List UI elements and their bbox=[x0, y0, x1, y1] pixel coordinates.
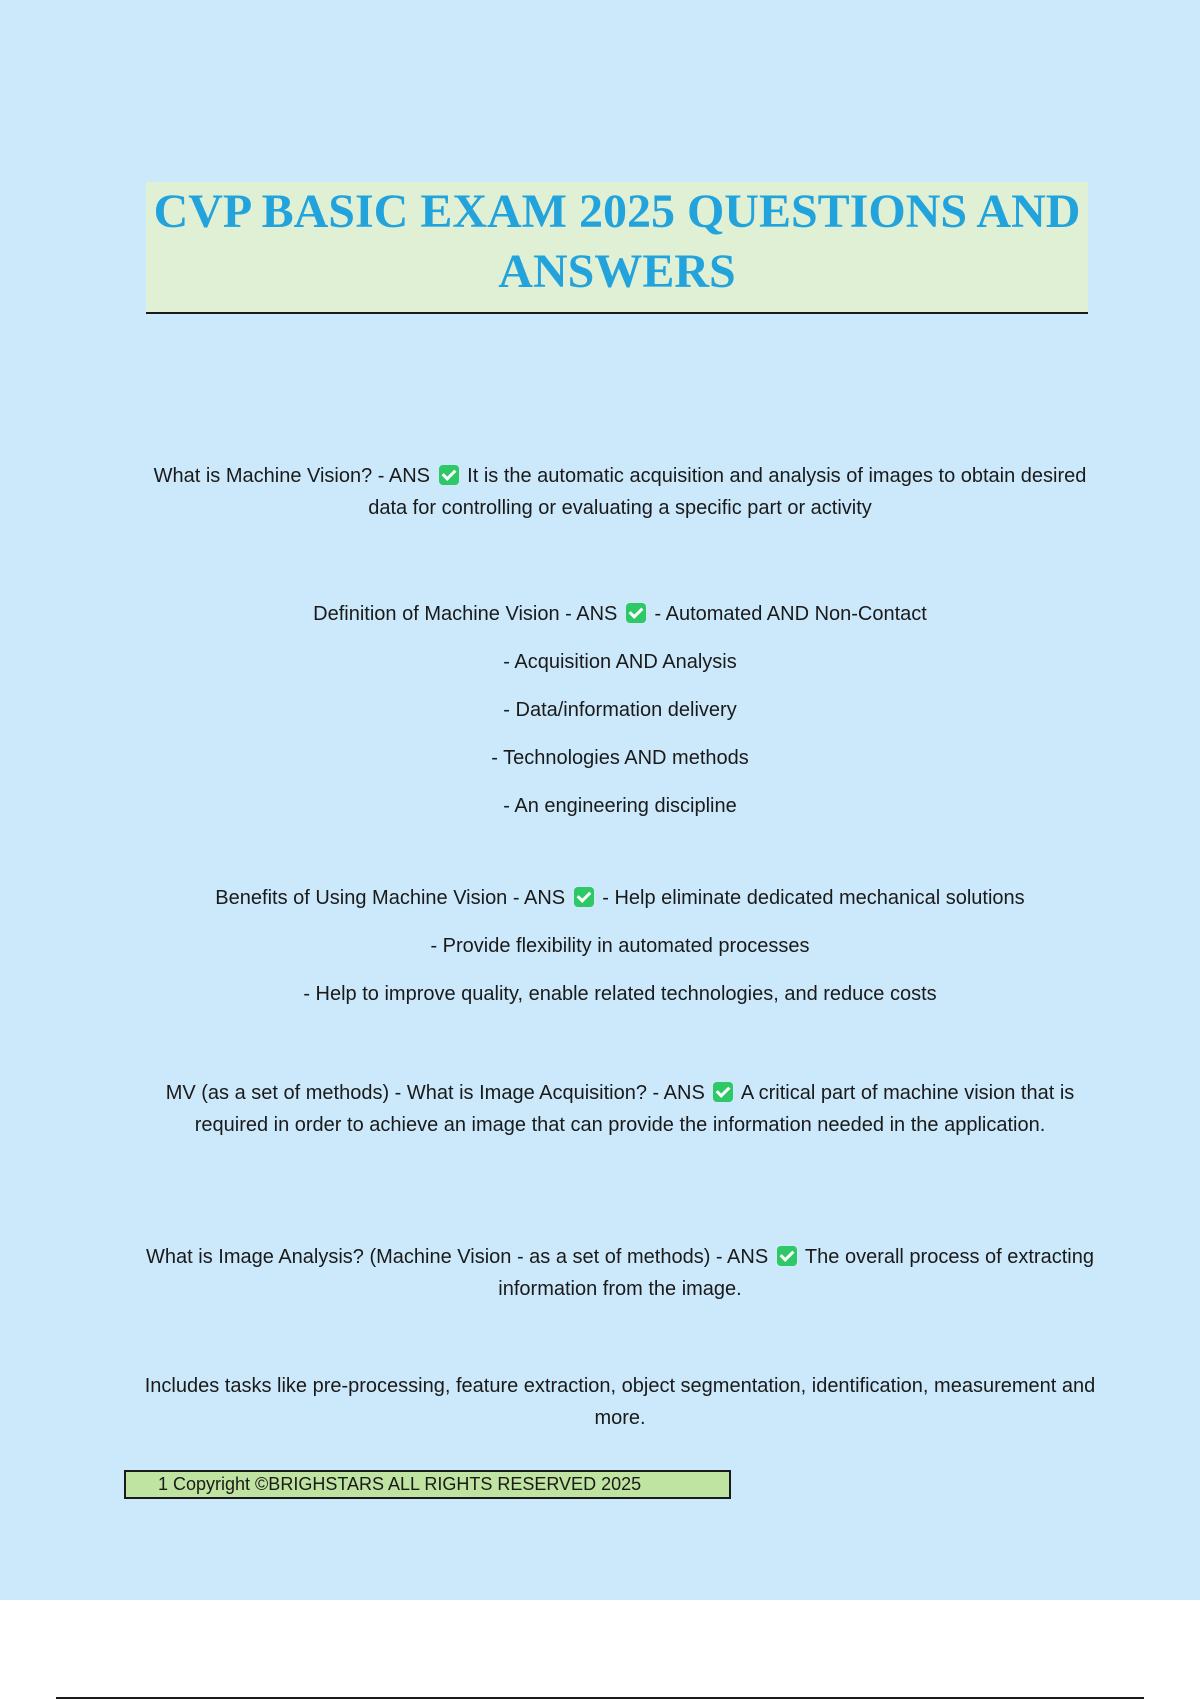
answer-line: - Help to improve quality, enable related technologies, and reduce costs bbox=[303, 983, 937, 1005]
check-mark-icon bbox=[439, 465, 459, 485]
question-text: MV (as a set of methods) - What is Image Acquisition? - ANS bbox=[165, 1082, 711, 1104]
title-banner bbox=[146, 182, 1088, 314]
check-mark-icon bbox=[574, 887, 594, 907]
question-text: What is Machine Vision? - ANS bbox=[153, 465, 436, 487]
answer-text: - Help eliminate dedicated mechanical solutions bbox=[596, 887, 1025, 909]
answer-line: - Provide flexibility in automated processes bbox=[430, 935, 810, 957]
qa-item-5 bbox=[140, 1241, 1100, 1305]
note-text: Includes tasks like pre-processing, feature extraction, object segmentation, identification, measurement and more. bbox=[144, 1375, 1096, 1429]
check-mark-icon bbox=[713, 1082, 733, 1102]
check-mark-icon bbox=[626, 603, 646, 623]
qa-item-2 bbox=[140, 590, 1100, 830]
answer-line: - An engineering discipline bbox=[503, 795, 737, 817]
answer-line: - Data/information delivery bbox=[503, 699, 737, 721]
question-text: Definition of Machine Vision - ANS bbox=[313, 603, 623, 625]
qa-question-answer bbox=[140, 1241, 1100, 1305]
check-mark-icon bbox=[777, 1246, 797, 1266]
answer-text: A critical part of machine vision that is required in order to achieve an image that can provide the information needed in the application. bbox=[194, 1082, 1075, 1136]
answer-line: - Acquisition AND Analysis bbox=[503, 651, 737, 673]
answer-text: The overall process of extracting information from the image. bbox=[498, 1246, 1094, 1300]
qa-item-1 bbox=[140, 460, 1100, 524]
answer-text: - Automated AND Non-Contact bbox=[648, 603, 927, 625]
qa-question-answer bbox=[140, 874, 1100, 922]
qa-item-3 bbox=[140, 874, 1100, 1018]
qa-question-answer bbox=[140, 590, 1100, 638]
qa-note bbox=[140, 1370, 1100, 1434]
question-text: Benefits of Using Machine Vision - ANS bbox=[215, 887, 571, 909]
copyright-footer: 1 Copyright ©BRIGHSTARS ALL RIGHTS RESERVED 2025 bbox=[124, 1470, 731, 1499]
qa-question-answer bbox=[140, 460, 1100, 524]
question-text: What is Image Analysis? (Machine Vision - as a set of methods) - ANS bbox=[146, 1246, 774, 1268]
page-divider bbox=[56, 1697, 1144, 1699]
page-title: CVP BASIC EXAM 2025 QUESTIONS AND ANSWERS bbox=[153, 185, 1081, 298]
qa-item-4 bbox=[140, 1077, 1100, 1141]
answer-text: It is the automatic acquisition and analysis of images to obtain desired data for controlling or evaluating a specific part or activity bbox=[368, 465, 1087, 519]
answer-line: - Technologies AND methods bbox=[491, 747, 749, 769]
qa-question-answer bbox=[140, 1077, 1100, 1141]
